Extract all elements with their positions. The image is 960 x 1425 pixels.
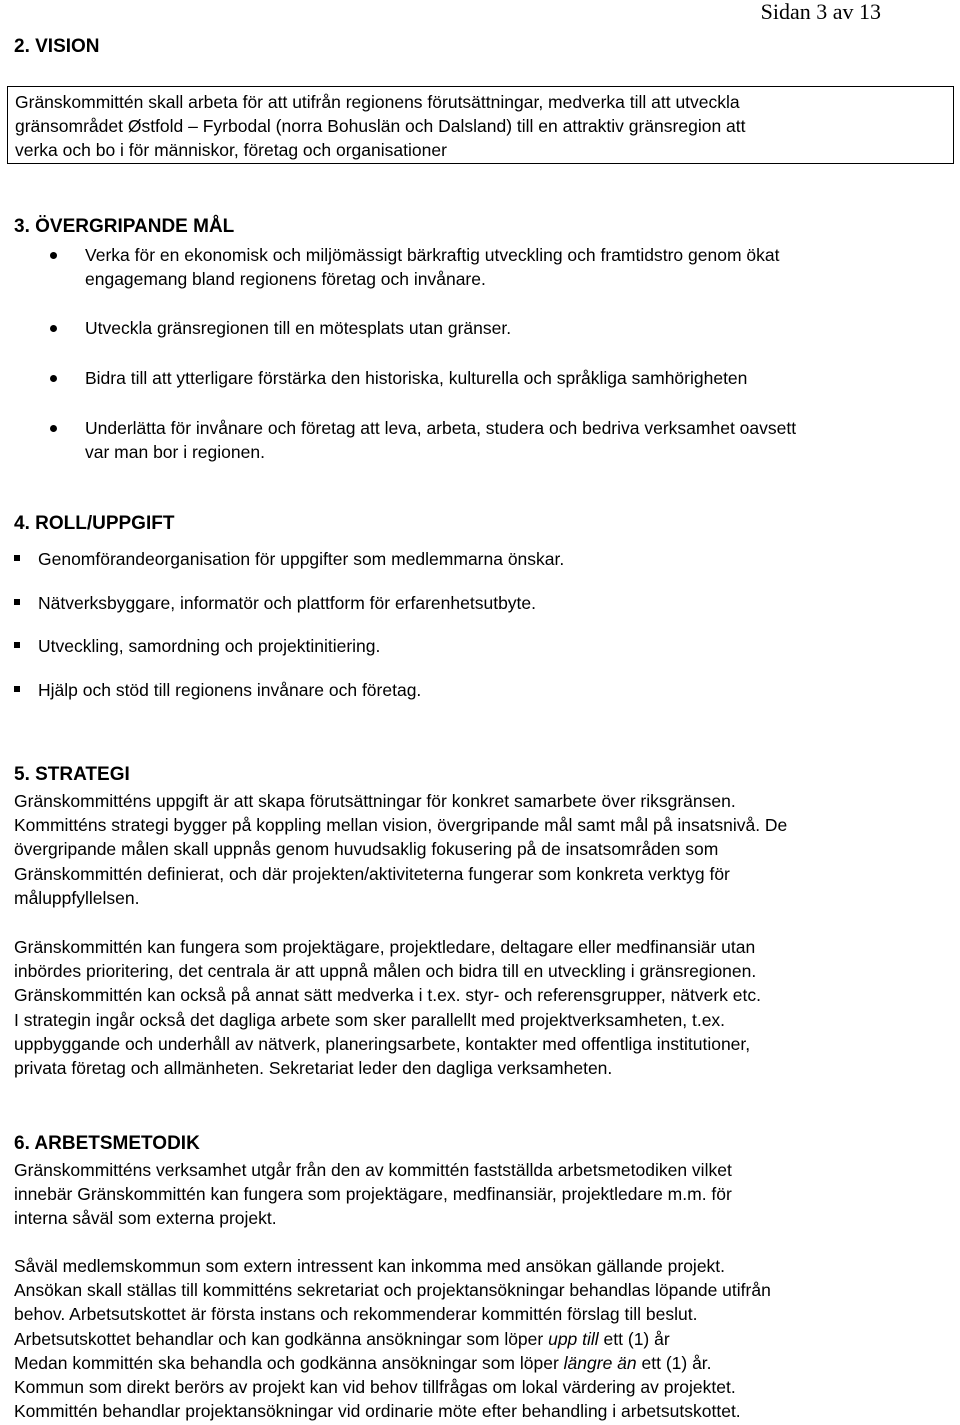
emphasis-text: längre än xyxy=(563,1352,637,1373)
section-title-goals: 3. ÖVERGRIPANDE MÅL xyxy=(14,216,235,237)
strategy-line: övergripande målen skall uppnås genom huvudsaklig fokusering på de insatsområden som xyxy=(14,839,719,860)
strategy-paragraph-1 xyxy=(14,789,787,910)
goal-text: Bidra till att ytterligare förstärka den historiska, kulturella och språkliga samhörigheten xyxy=(85,368,748,388)
method-line: innebär Gränskommittén kan fungera som projektägare, medfinansiär, projektledare m.m. för xyxy=(14,1184,732,1205)
method-line: Ansökan skall ställas till kommitténs sekretariat och projektansökningar behandlas löpande utifrån xyxy=(14,1280,771,1301)
bullet-dot-icon xyxy=(50,325,57,332)
square-bullet-icon xyxy=(14,642,20,648)
strategy-line: Kommitténs strategi bygger på koppling mellan vision, övergripande mål samt mål på insatsnivå. De xyxy=(14,815,788,836)
vision-box xyxy=(7,86,954,164)
method-line xyxy=(14,1327,771,1351)
vision-line: Gränskommittén skall arbeta för att utifrån regionens förutsättningar, medverka till att utveckla xyxy=(15,92,740,112)
bullet-dot-icon xyxy=(50,375,57,382)
strategy-line: Gränskommitténs uppgift är att skapa förutsättningar för konkret samarbete över riksgränsen. xyxy=(14,791,736,811)
strategy-paragraph-2 xyxy=(14,935,761,1080)
vision-line: verka och bo i för människor, företag och organisationer xyxy=(15,140,447,161)
strategy-line: Gränskommittén kan också på annat sätt medverka i t.ex. styr- och referensgrupper, nätverk etc. xyxy=(14,985,762,1006)
strategy-line: I strategin ingår också det dagliga arbete som sker parallellt med projektverksamheten, t.ex. xyxy=(14,1009,726,1030)
strategy-line: inbördes prioritering, det centrala är att uppnå målen och bidra till en utveckling i gränsregionen. xyxy=(14,961,757,982)
square-bullet-icon xyxy=(14,686,20,692)
section-title-role: 4. ROLL/UPPGIFT xyxy=(14,513,175,534)
strategy-line: måluppfyllelsen. xyxy=(14,887,140,908)
method-line: Kommittén behandlar projektansökningar vid ordinarie möte efter behandling i arbetsutskottet. xyxy=(14,1401,741,1422)
goal-text: engagemang bland regionens företag och invånare. xyxy=(85,269,486,290)
vision-line: gränsområdet Østfold – Fyrbodal (norra Bohuslän och Dalsland) till en attraktiv gränsregion att xyxy=(15,116,746,137)
strategy-line: privata företag och allmänheten. Sekretariat leder den dagliga verksamheten. xyxy=(14,1058,613,1079)
role-text: Nätverksbyggare, informatör och plattform för erfarenhetsutbyte. xyxy=(38,593,537,613)
method-paragraph-2 xyxy=(14,1254,771,1423)
method-line: Gränskommitténs verksamhet utgår från den av kommittén fastställda arbetsmetodiken vilket xyxy=(14,1160,732,1180)
bullet-dot-icon xyxy=(50,252,57,259)
goal-text: var man bor i regionen. xyxy=(85,442,265,463)
method-line: Kommun som direkt berörs av projekt kan vid behov tillfrågas om lokal värdering av projektet. xyxy=(14,1377,736,1398)
method-paragraph-1 xyxy=(14,1158,732,1231)
method-line: interna såväl som externa projekt. xyxy=(14,1208,277,1229)
goal-text: Utveckla gränsregionen till en mötesplats utan gränser. xyxy=(85,318,512,338)
bullet-dot-icon xyxy=(50,425,57,432)
section-title-vision: 2. VISION xyxy=(14,36,100,57)
role-text: Genomförandeorganisation för uppgifter som medlemmarna önskar. xyxy=(38,549,565,569)
section-title-strategy: 5. STRATEGI xyxy=(14,764,130,785)
role-text: Hjälp och stöd till regionens invånare och företag. xyxy=(38,680,422,700)
strategy-line: Gränskommittén kan fungera som projektägare, projektledare, deltagare eller medfinansiär utan xyxy=(14,937,756,957)
goal-text: Underlätta för invånare och företag att leva, arbeta, studera och bedriva verksamhet oavsett xyxy=(85,418,797,438)
method-line: Såväl medlemskommun som extern intressent kan inkomma med ansökan gällande projekt. xyxy=(14,1256,726,1276)
method-text: ett (1) år xyxy=(598,1328,670,1349)
method-line: behov. Arbetsutskottet är första instans och rekommenderar kommittén förslag till beslut. xyxy=(14,1304,698,1325)
strategy-line: Gränskommittén definierat, och där projekten/aktiviteterna fungerar som konkreta verktyg för xyxy=(14,863,730,884)
square-bullet-icon xyxy=(14,555,20,561)
section-title-method: 6. ARBETSMETODIK xyxy=(14,1133,200,1154)
page-number: Sidan 3 av 13 xyxy=(760,0,881,24)
method-text: Medan kommittén ska behandla och godkänna ansökningar som löper xyxy=(14,1352,564,1373)
goal-text: Verka för en ekonomisk och miljömässigt bärkraftig utveckling och framtidstro genom ökat xyxy=(85,245,780,265)
method-text: Arbetsutskottet behandlar och kan godkänna ansökningar som löper xyxy=(14,1328,549,1349)
method-line xyxy=(14,1351,771,1375)
emphasis-text: upp till xyxy=(548,1328,599,1349)
role-text: Utveckling, samordning och projektinitiering. xyxy=(38,636,381,656)
method-text: ett (1) år. xyxy=(636,1352,712,1373)
strategy-line: uppbyggande och underhåll av nätverk, planeringsarbete, kontakter med offentliga institutioner, xyxy=(14,1033,751,1054)
square-bullet-icon xyxy=(14,599,20,605)
